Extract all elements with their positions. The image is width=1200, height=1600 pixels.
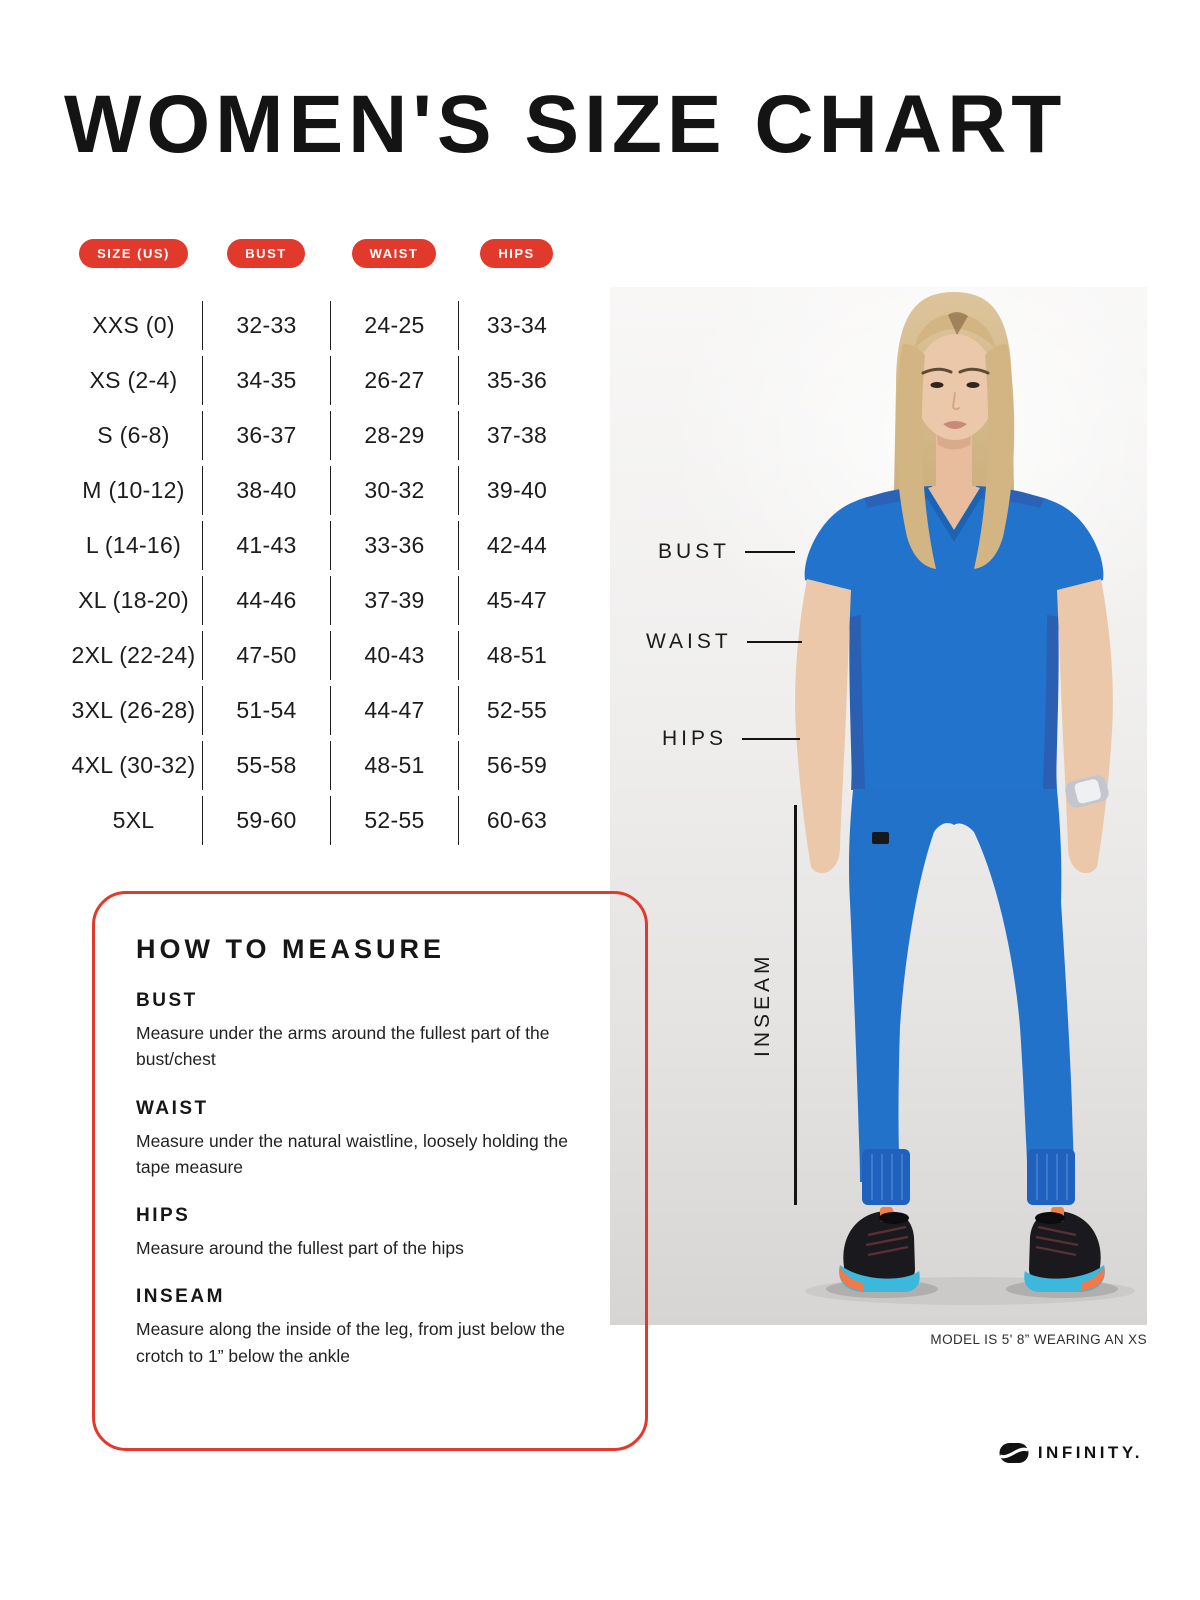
table-cell-size: XXS (0) xyxy=(92,312,175,338)
table-cell-hips: 33-34 xyxy=(458,301,575,350)
table-row xyxy=(65,796,575,845)
page-title: WOMEN'S SIZE CHART xyxy=(64,79,1067,170)
pointer-waist xyxy=(646,630,802,654)
pointer-hips-label: HIPS xyxy=(662,727,728,750)
table-cell-bust: 32-33 xyxy=(202,301,330,350)
table-cell-size: S (6-8) xyxy=(97,422,170,448)
table-row xyxy=(65,686,575,735)
pointer-waist-label: WAIST xyxy=(646,630,732,653)
table-row xyxy=(65,576,575,625)
size-table xyxy=(65,301,575,851)
table-cell-bust: 34-35 xyxy=(202,356,330,405)
table-cell-size: 5XL xyxy=(112,807,155,833)
table-cell-waist: 48-51 xyxy=(330,741,458,790)
pointer-bust-label: BUST xyxy=(658,540,731,563)
table-cell-hips: 45-47 xyxy=(458,576,575,625)
measure-section-label: INSEAM xyxy=(136,1286,225,1308)
table-cell-bust: 59-60 xyxy=(202,796,330,845)
table-cell-bust: 44-46 xyxy=(202,576,330,625)
table-cell-hips: 60-63 xyxy=(458,796,575,845)
table-cell-size: M (10-12) xyxy=(82,477,185,503)
header-pill-bust: BUST xyxy=(227,239,304,268)
table-cell-size: 3XL (26-28) xyxy=(71,697,196,723)
table-cell-waist: 40-43 xyxy=(330,631,458,680)
table-cell-bust: 47-50 xyxy=(202,631,330,680)
table-cell-waist: 24-25 xyxy=(330,301,458,350)
table-cell-size: 4XL (30-32) xyxy=(71,752,196,778)
table-row xyxy=(65,521,575,570)
header-pill-hips: HIPS xyxy=(480,239,552,268)
table-cell-hips: 56-59 xyxy=(458,741,575,790)
inseam-line xyxy=(794,805,797,1205)
table-cell-bust: 36-37 xyxy=(202,411,330,460)
pointer-hips-line xyxy=(742,738,800,740)
table-cell-waist: 28-29 xyxy=(330,411,458,460)
table-cell-waist: 52-55 xyxy=(330,796,458,845)
table-row xyxy=(65,466,575,515)
table-row xyxy=(65,301,575,350)
table-cell-size: XL (18-20) xyxy=(78,587,189,613)
pointer-hips xyxy=(662,727,800,751)
table-cell-bust: 51-54 xyxy=(202,686,330,735)
table-cell-bust: 41-43 xyxy=(202,521,330,570)
table-cell-hips: 39-40 xyxy=(458,466,575,515)
table-cell-bust: 55-58 xyxy=(202,741,330,790)
header-pill-size: SIZE (US) xyxy=(79,239,188,268)
measure-section-text: Measure under the arms around the fullest part of the bust/chest xyxy=(136,1023,550,1070)
pointer-waist-line xyxy=(747,641,802,643)
table-cell-waist: 37-39 xyxy=(330,576,458,625)
table-cell-hips: 48-51 xyxy=(458,631,575,680)
pointer-bust-line xyxy=(745,551,795,553)
table-cell-waist: 33-36 xyxy=(330,521,458,570)
measure-section xyxy=(136,1205,607,1261)
table-row xyxy=(65,741,575,790)
table-cell-waist: 30-32 xyxy=(330,466,458,515)
brand-wordmark: INFINITY. xyxy=(1037,1443,1143,1462)
table-cell-size: XS (2-4) xyxy=(89,367,178,393)
measure-section-text: Measure along the inside of the leg, from just below the crotch to 1” below the ankle xyxy=(136,1319,565,1366)
table-cell-hips: 35-36 xyxy=(458,356,575,405)
measure-section-text: Measure around the fullest part of the hips xyxy=(136,1238,464,1258)
measure-section-label: WAIST xyxy=(136,1097,209,1119)
measure-section-text: Measure under the natural waistline, loosely holding the tape measure xyxy=(136,1130,568,1177)
brand-logo xyxy=(999,1442,1143,1464)
table-cell-size: L (14-16) xyxy=(85,532,182,558)
measure-section xyxy=(136,1098,607,1181)
model-photo-panel xyxy=(610,287,1147,1325)
measure-section-label: HIPS xyxy=(136,1205,191,1226)
model-illustration xyxy=(610,287,1147,1325)
table-cell-waist: 44-47 xyxy=(330,686,458,735)
measure-section-label: BUST xyxy=(136,990,198,1011)
measure-section xyxy=(136,990,607,1073)
table-row xyxy=(65,411,575,460)
inseam-label: INSEAM xyxy=(751,952,774,1058)
table-cell-hips: 37-38 xyxy=(458,411,575,460)
how-to-measure-box xyxy=(92,891,648,1451)
model-caption: MODEL IS 5' 8” WEARING AN XS xyxy=(930,1332,1147,1347)
table-cell-hips: 52-55 xyxy=(458,686,575,735)
pointer-bust xyxy=(658,540,795,564)
table-cell-size: 2XL (22-24) xyxy=(71,642,196,668)
measure-title: HOW TO MEASURE xyxy=(136,934,446,964)
measure-section xyxy=(136,1286,607,1369)
table-row xyxy=(65,356,575,405)
table-cell-waist: 26-27 xyxy=(330,356,458,405)
table-header-row xyxy=(65,239,575,268)
header-pill-waist: WAIST xyxy=(352,239,437,268)
infinity-logo-icon xyxy=(999,1442,1029,1464)
table-cell-hips: 42-44 xyxy=(458,521,575,570)
measure-sections xyxy=(136,990,607,1369)
table-cell-bust: 38-40 xyxy=(202,466,330,515)
table-row xyxy=(65,631,575,680)
